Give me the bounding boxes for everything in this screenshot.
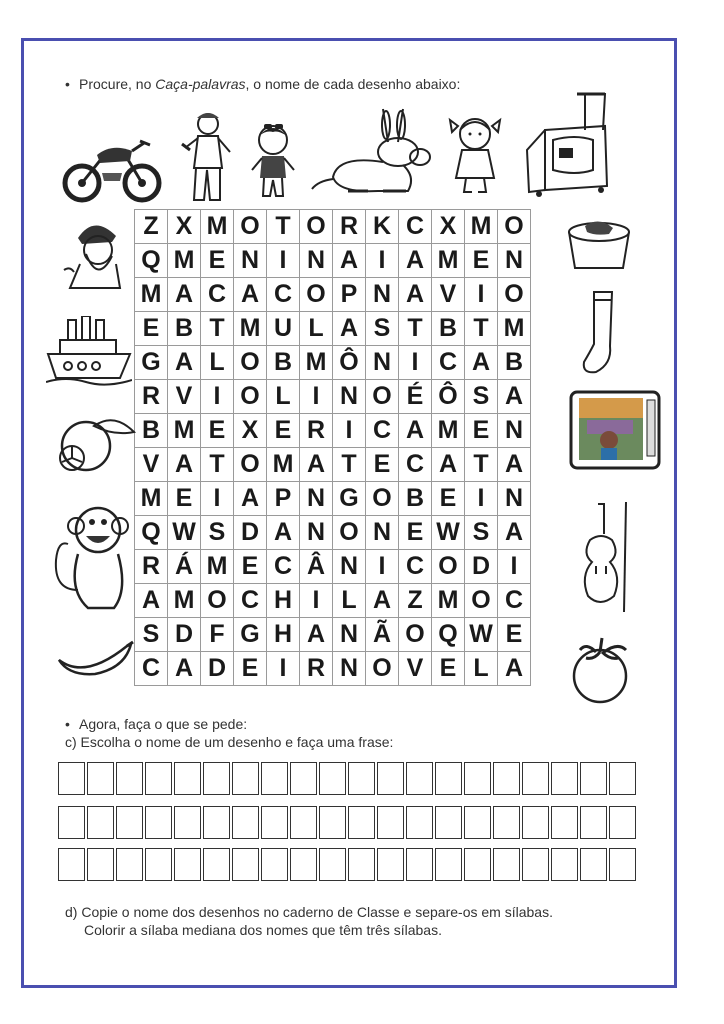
answer-box[interactable] — [203, 806, 230, 839]
answer-box[interactable] — [493, 762, 520, 795]
grid-cell[interactable]: M — [234, 312, 267, 346]
instruction-find: • Procure, no Caça-palavras, o nome de cada desenho abaixo: — [65, 76, 461, 92]
grid-cell[interactable]: F — [201, 618, 234, 652]
answer-box[interactable] — [609, 848, 636, 881]
grid-cell[interactable]: M — [168, 244, 201, 278]
grid-cell[interactable]: A — [300, 448, 333, 482]
grid-cell[interactable]: K — [366, 210, 399, 244]
grid-cell[interactable]: A — [234, 278, 267, 312]
instruction-now-do: • Agora, faça o que se pede: — [65, 716, 248, 732]
answer-box[interactable] — [319, 762, 346, 795]
grid-cell[interactable]: U — [267, 312, 300, 346]
answer-box[interactable] — [551, 762, 578, 795]
grid-cell[interactable]: I — [267, 652, 300, 686]
grid-cell[interactable]: M — [168, 414, 201, 448]
grid-cell[interactable]: É — [399, 380, 432, 414]
grid-cell[interactable]: E — [465, 244, 498, 278]
grid-cell[interactable]: C — [399, 448, 432, 482]
grid-cell[interactable]: P — [333, 278, 366, 312]
grid-cell[interactable]: A — [498, 380, 531, 414]
grid-cell[interactable]: A — [300, 618, 333, 652]
grid-cell[interactable]: N — [300, 244, 333, 278]
answer-box[interactable] — [58, 806, 85, 839]
grid-row — [135, 346, 531, 380]
grid-cell[interactable]: Z — [399, 584, 432, 618]
grid-cell[interactable]: A — [465, 346, 498, 380]
grid-cell[interactable]: G — [234, 618, 267, 652]
answer-box[interactable] — [319, 848, 346, 881]
grid-cell[interactable]: I — [300, 380, 333, 414]
grid-cell[interactable]: E — [201, 414, 234, 448]
grid-cell[interactable]: B — [432, 312, 465, 346]
grid-cell[interactable]: N — [366, 346, 399, 380]
answer-box[interactable] — [522, 806, 549, 839]
yogurt-icon — [565, 218, 633, 274]
answer-box[interactable] — [522, 848, 549, 881]
grid-row — [135, 380, 531, 414]
grid-cell[interactable]: O — [300, 278, 333, 312]
answer-box[interactable] — [580, 848, 607, 881]
grid-cell[interactable]: O — [234, 448, 267, 482]
grid-cell[interactable]: I — [465, 482, 498, 516]
grid-cell[interactable]: R — [135, 550, 168, 584]
grid-cell[interactable]: X — [432, 210, 465, 244]
answer-box[interactable] — [58, 848, 85, 881]
backpack-icon — [515, 90, 615, 198]
grid-cell[interactable]: P — [267, 482, 300, 516]
grid-cell[interactable]: A — [399, 414, 432, 448]
grid-cell[interactable]: N — [300, 482, 333, 516]
answer-box[interactable] — [493, 848, 520, 881]
answer-box[interactable] — [406, 848, 433, 881]
answer-box[interactable] — [87, 848, 114, 881]
grid-cell[interactable]: E — [465, 414, 498, 448]
answer-box[interactable] — [580, 762, 607, 795]
grid-cell[interactable]: O — [366, 380, 399, 414]
girl-with-sunglasses-icon — [248, 122, 298, 200]
grid-cell[interactable]: N — [333, 618, 366, 652]
answer-box[interactable] — [145, 806, 172, 839]
grid-row — [135, 414, 531, 448]
grid-cell[interactable]: N — [498, 414, 531, 448]
ship-icon — [46, 316, 132, 386]
grid-cell[interactable]: D — [168, 618, 201, 652]
answer-box[interactable] — [435, 848, 462, 881]
violin-icon — [574, 500, 634, 616]
grid-cell[interactable]: A — [366, 584, 399, 618]
grid-cell[interactable]: O — [234, 346, 267, 380]
grid-cell[interactable]: M — [201, 210, 234, 244]
grid-cell[interactable]: S — [201, 516, 234, 550]
grid-cell[interactable]: L — [465, 652, 498, 686]
grid-cell[interactable]: X — [168, 210, 201, 244]
tangerine-icon — [54, 410, 138, 474]
grid-cell[interactable]: I — [465, 278, 498, 312]
answer-box[interactable] — [232, 762, 259, 795]
grid-cell[interactable]: I — [333, 414, 366, 448]
grid-cell[interactable]: M — [201, 550, 234, 584]
answer-box[interactable] — [377, 848, 404, 881]
answer-box[interactable] — [406, 762, 433, 795]
grid-cell[interactable]: L — [201, 346, 234, 380]
grid-cell[interactable]: T — [201, 448, 234, 482]
grid-cell[interactable]: M — [135, 482, 168, 516]
grid-cell[interactable]: Â — [300, 550, 333, 584]
grid-cell[interactable]: R — [135, 380, 168, 414]
grid-cell[interactable]: V — [432, 278, 465, 312]
grid-cell[interactable]: A — [399, 278, 432, 312]
answer-row-2[interactable] — [58, 806, 638, 839]
grid-cell[interactable]: A — [333, 312, 366, 346]
grid-cell[interactable]: I — [201, 482, 234, 516]
grid-cell[interactable]: I — [366, 244, 399, 278]
grid-cell[interactable]: I — [267, 244, 300, 278]
grid-cell[interactable]: G — [135, 346, 168, 380]
answer-box[interactable] — [290, 762, 317, 795]
grid-cell[interactable]: A — [168, 278, 201, 312]
grid-cell[interactable]: M — [465, 210, 498, 244]
instruction-item-c: c) Escolha o nome de um desenho e faça uma frase: — [65, 734, 394, 750]
answer-box[interactable] — [551, 848, 578, 881]
grid-row — [135, 244, 531, 278]
grid-cell[interactable]: E — [201, 244, 234, 278]
grid-cell[interactable]: C — [267, 550, 300, 584]
grid-cell[interactable]: B — [168, 312, 201, 346]
grid-cell[interactable]: S — [465, 380, 498, 414]
answer-box[interactable] — [174, 806, 201, 839]
grid-cell[interactable]: I — [399, 346, 432, 380]
grid-cell[interactable]: E — [135, 312, 168, 346]
grid-cell[interactable]: R — [300, 414, 333, 448]
answer-box[interactable] — [232, 806, 259, 839]
grid-row — [135, 448, 531, 482]
grid-cell[interactable]: S — [135, 618, 168, 652]
grid-cell[interactable]: E — [234, 652, 267, 686]
answer-box[interactable] — [348, 806, 375, 839]
answer-box[interactable] — [464, 806, 491, 839]
answer-box[interactable] — [406, 806, 433, 839]
donkey-icon — [308, 107, 438, 199]
answer-row-1[interactable] — [58, 762, 638, 795]
grid-cell[interactable]: N — [366, 516, 399, 550]
word-search-grid — [134, 209, 531, 686]
banana-icon — [55, 640, 135, 680]
grid-cell[interactable]: V — [399, 652, 432, 686]
answer-box[interactable] — [116, 848, 143, 881]
answer-box[interactable] — [609, 806, 636, 839]
grid-cell[interactable]: B — [399, 482, 432, 516]
grid-cell[interactable]: N — [498, 244, 531, 278]
grid-cell[interactable]: T — [333, 448, 366, 482]
grid-cell[interactable]: A — [234, 482, 267, 516]
grid-cell[interactable]: A — [267, 516, 300, 550]
grid-cell[interactable]: O — [498, 278, 531, 312]
dwarf-icon — [60, 214, 130, 292]
grid-cell[interactable]: L — [300, 312, 333, 346]
answer-box[interactable] — [203, 762, 230, 795]
grid-cell[interactable]: S — [366, 312, 399, 346]
grid-cell[interactable]: T — [201, 312, 234, 346]
grid-cell[interactable]: E — [432, 482, 465, 516]
answer-box[interactable] — [377, 806, 404, 839]
answer-box[interactable] — [290, 806, 317, 839]
grid-cell[interactable]: O — [234, 210, 267, 244]
grid-cell[interactable]: C — [366, 414, 399, 448]
instruction-find-suffix: , o nome de cada desenho abaixo: — [245, 76, 461, 92]
grid-cell[interactable]: M — [267, 448, 300, 482]
grid-row — [135, 618, 531, 652]
answer-box[interactable] — [145, 848, 172, 881]
answer-box[interactable] — [261, 848, 288, 881]
grid-cell[interactable]: B — [498, 346, 531, 380]
grid-cell[interactable]: D — [201, 652, 234, 686]
grid-cell[interactable]: T — [465, 448, 498, 482]
grid-cell[interactable]: C — [267, 278, 300, 312]
grid-cell[interactable]: M — [432, 244, 465, 278]
grid-cell[interactable]: H — [267, 618, 300, 652]
grid-cell[interactable]: O — [432, 550, 465, 584]
answer-box[interactable] — [87, 762, 114, 795]
answer-box[interactable] — [435, 806, 462, 839]
answer-box[interactable] — [58, 762, 85, 795]
grid-cell[interactable]: C — [234, 584, 267, 618]
grid-cell[interactable]: Q — [135, 244, 168, 278]
grid-cell[interactable]: D — [465, 550, 498, 584]
instruction-find-prefix: Procure, no — [79, 76, 156, 92]
grid-cell[interactable]: C — [498, 584, 531, 618]
grid-cell[interactable]: B — [267, 346, 300, 380]
answer-row-3[interactable] — [58, 848, 638, 881]
grid-cell[interactable]: T — [399, 312, 432, 346]
grid-cell[interactable]: O — [465, 584, 498, 618]
grid-cell[interactable]: L — [333, 584, 366, 618]
answer-box[interactable] — [290, 848, 317, 881]
grid-row — [135, 550, 531, 584]
answer-box[interactable] — [319, 806, 346, 839]
grid-cell[interactable]: I — [201, 380, 234, 414]
grid-cell[interactable]: N — [234, 244, 267, 278]
grid-cell[interactable]: A — [168, 652, 201, 686]
grid-cell[interactable]: A — [498, 448, 531, 482]
grid-cell[interactable]: T — [267, 210, 300, 244]
grid-cell[interactable]: O — [234, 380, 267, 414]
grid-cell[interactable]: H — [267, 584, 300, 618]
grid-cell[interactable]: D — [234, 516, 267, 550]
grid-cell[interactable]: E — [399, 516, 432, 550]
answer-box[interactable] — [261, 762, 288, 795]
motorcycle-icon — [62, 133, 162, 205]
instruction-find-italic: Caça-palavras — [155, 76, 246, 92]
grid-cell[interactable]: N — [333, 652, 366, 686]
grid-cell[interactable]: M — [168, 584, 201, 618]
answer-box[interactable] — [116, 762, 143, 795]
grid-cell[interactable]: W — [432, 516, 465, 550]
grid-cell[interactable]: M — [432, 584, 465, 618]
grid-cell[interactable]: E — [366, 448, 399, 482]
grid-cell[interactable]: O — [366, 482, 399, 516]
grid-cell[interactable]: E — [234, 550, 267, 584]
grid-cell[interactable]: A — [333, 244, 366, 278]
grid-row — [135, 312, 531, 346]
grid-cell[interactable]: A — [498, 516, 531, 550]
monkey-icon — [48, 500, 134, 618]
grid-cell[interactable]: M — [498, 312, 531, 346]
answer-box[interactable] — [174, 762, 201, 795]
grid-cell[interactable]: E — [432, 652, 465, 686]
grid-cell[interactable]: A — [432, 448, 465, 482]
grid-cell[interactable]: Ã — [366, 618, 399, 652]
grid-cell[interactable]: O — [399, 618, 432, 652]
answer-box[interactable] — [464, 762, 491, 795]
grid-cell[interactable]: L — [267, 380, 300, 414]
grid-cell[interactable]: W — [465, 618, 498, 652]
instruction-item-d-line2: Colorir a sílaba mediana dos nomes que têm três sílabas. — [84, 922, 442, 938]
grid-row — [135, 278, 531, 312]
grid-cell[interactable]: M — [300, 346, 333, 380]
grid-cell[interactable]: R — [333, 210, 366, 244]
grid-cell[interactable]: E — [498, 618, 531, 652]
grid-cell[interactable]: A — [168, 448, 201, 482]
grid-cell[interactable]: O — [201, 584, 234, 618]
grid-row — [135, 210, 531, 244]
grid-cell[interactable]: R — [300, 652, 333, 686]
grid-cell[interactable]: N — [300, 516, 333, 550]
grid-cell[interactable]: B — [135, 414, 168, 448]
answer-box[interactable] — [174, 848, 201, 881]
grid-row — [135, 516, 531, 550]
grid-cell[interactable]: I — [300, 584, 333, 618]
grid-cell[interactable]: I — [498, 550, 531, 584]
grid-cell[interactable]: Q — [135, 516, 168, 550]
grid-cell[interactable]: C — [201, 278, 234, 312]
grid-cell[interactable]: I — [366, 550, 399, 584]
grid-cell[interactable]: E — [168, 482, 201, 516]
grid-cell[interactable]: N — [498, 482, 531, 516]
grid-cell[interactable]: A — [168, 346, 201, 380]
grid-cell[interactable]: A — [135, 584, 168, 618]
tomato-icon — [566, 634, 638, 706]
grid-cell[interactable]: C — [399, 210, 432, 244]
grid-cell[interactable]: N — [333, 550, 366, 584]
grid-cell[interactable]: V — [135, 448, 168, 482]
answer-box[interactable] — [145, 762, 172, 795]
answer-box[interactable] — [116, 806, 143, 839]
answer-box[interactable] — [348, 848, 375, 881]
grid-row — [135, 584, 531, 618]
grid-cell[interactable]: O — [300, 210, 333, 244]
grid-cell[interactable]: O — [366, 652, 399, 686]
answer-box[interactable] — [377, 762, 404, 795]
answer-box[interactable] — [435, 762, 462, 795]
grid-cell[interactable]: E — [267, 414, 300, 448]
answer-box[interactable] — [609, 762, 636, 795]
answer-box[interactable] — [522, 762, 549, 795]
grid-cell[interactable]: C — [399, 550, 432, 584]
grid-cell[interactable]: Á — [168, 550, 201, 584]
grid-cell[interactable]: A — [498, 652, 531, 686]
sock-icon — [578, 288, 624, 376]
answer-box[interactable] — [551, 806, 578, 839]
grid-cell[interactable]: Ô — [333, 346, 366, 380]
grid-cell[interactable]: O — [333, 516, 366, 550]
answer-box[interactable] — [261, 806, 288, 839]
grid-cell[interactable]: N — [333, 380, 366, 414]
instruction-now-do-text: Agora, faça o que se pede: — [79, 716, 248, 732]
answer-box[interactable] — [464, 848, 491, 881]
grid-cell[interactable]: Z — [135, 210, 168, 244]
grid-cell[interactable]: S — [465, 516, 498, 550]
grid-cell[interactable]: A — [399, 244, 432, 278]
grid-cell[interactable]: W — [168, 516, 201, 550]
grid-cell[interactable]: M — [135, 278, 168, 312]
grid-cell[interactable]: N — [366, 278, 399, 312]
grid-cell[interactable]: C — [135, 652, 168, 686]
grid-cell[interactable]: C — [432, 346, 465, 380]
grid-cell[interactable]: Q — [432, 618, 465, 652]
grid-row — [135, 652, 531, 686]
answer-box[interactable] — [348, 762, 375, 795]
tv-novela-icon — [569, 390, 661, 474]
answer-box[interactable] — [203, 848, 230, 881]
mechanic-icon — [180, 108, 235, 204]
girl-icon — [446, 112, 504, 196]
grid-cell[interactable]: G — [333, 482, 366, 516]
answer-box[interactable] — [87, 806, 114, 839]
answer-box[interactable] — [580, 806, 607, 839]
grid-cell[interactable]: X — [234, 414, 267, 448]
answer-box[interactable] — [232, 848, 259, 881]
grid-row — [135, 482, 531, 516]
grid-cell[interactable]: T — [465, 312, 498, 346]
answer-box[interactable] — [493, 806, 520, 839]
grid-cell[interactable]: V — [168, 380, 201, 414]
grid-cell[interactable]: M — [432, 414, 465, 448]
grid-cell[interactable]: Ô — [432, 380, 465, 414]
instruction-item-d-line1: d) Copie o nome dos desenhos no caderno de Classe e separe-os em sílabas. — [65, 904, 553, 920]
grid-cell[interactable]: O — [498, 210, 531, 244]
